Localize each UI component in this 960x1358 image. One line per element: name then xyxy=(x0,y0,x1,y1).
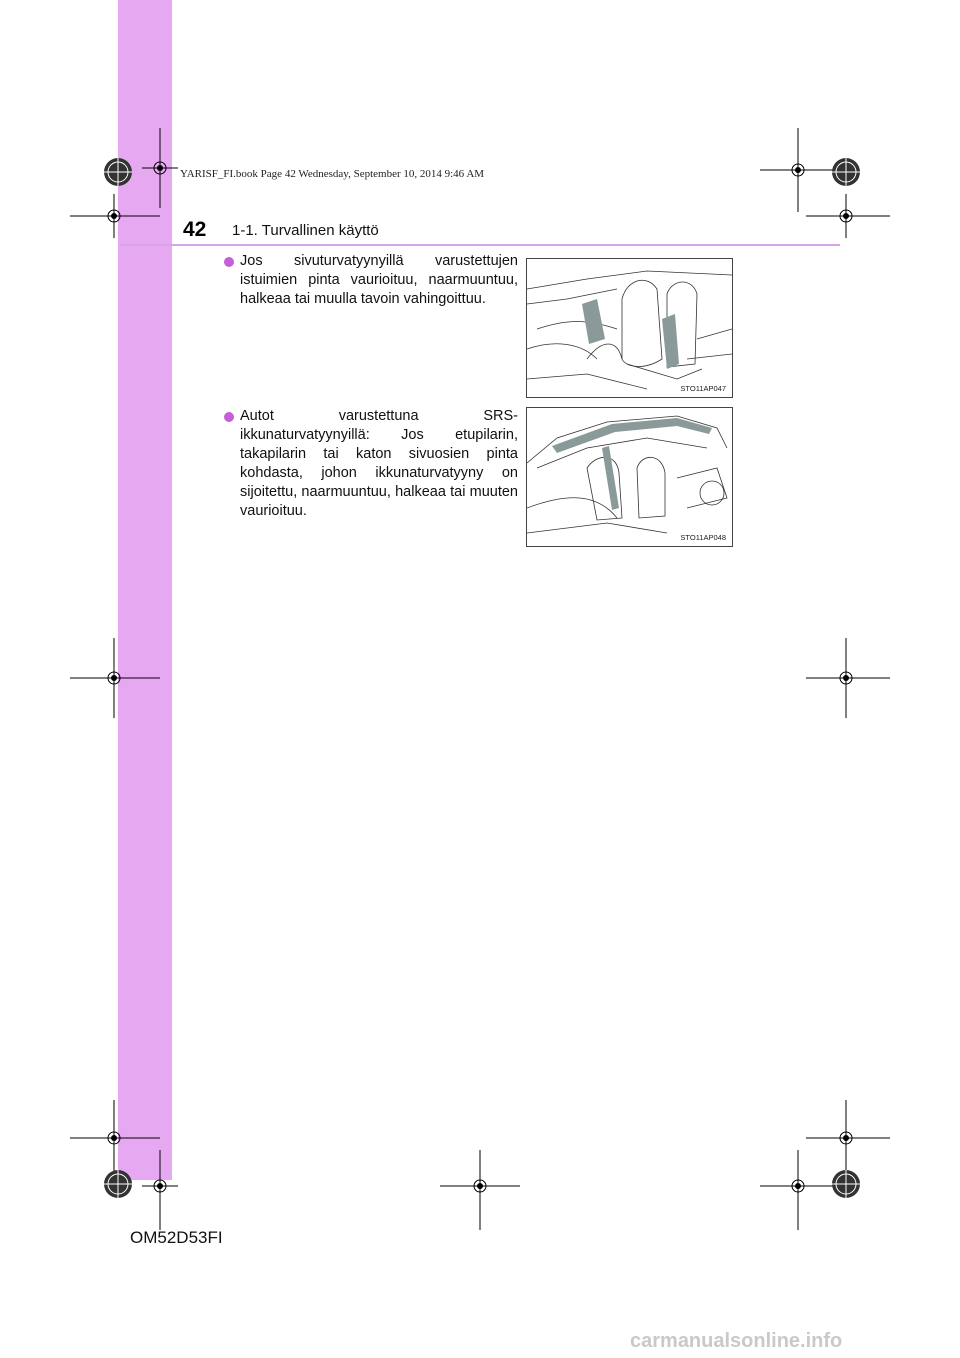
car-seat-drawing-icon xyxy=(527,259,732,397)
list-item xyxy=(224,252,518,309)
watermark: carmanualsonline.info xyxy=(630,1330,843,1352)
crosshair-mark-icon xyxy=(760,1150,836,1230)
list-item-text: Jos sivuturvatyynyillä varustettujen istuimien pinta vaurioituu, naarmuuntuu, halkeaa tai muulla tavoin vahingoittuu. xyxy=(240,253,518,307)
crosshair-mark-icon xyxy=(70,638,160,718)
section-title: 1-1. Turvallinen käyttö xyxy=(232,222,379,239)
page-number: 42 xyxy=(183,218,207,241)
document-code: OM52D53FI xyxy=(130,1228,223,1247)
bullet-icon xyxy=(224,257,234,267)
crosshair-mark-icon xyxy=(440,1150,520,1230)
registration-mark-icon xyxy=(98,1164,138,1204)
bullet-icon xyxy=(224,412,234,422)
registration-mark-icon xyxy=(98,152,138,192)
figure-code: STO11AP047 xyxy=(680,384,726,393)
header-divider xyxy=(120,244,840,246)
registration-mark-icon xyxy=(826,1164,866,1204)
crosshair-mark-icon xyxy=(70,194,160,238)
registration-mark-icon xyxy=(826,152,866,192)
crosshair-mark-icon xyxy=(140,1150,180,1230)
car-interior-drawing-icon xyxy=(527,408,732,546)
curtain-airbag-illustration xyxy=(526,407,733,547)
seat-side-airbag-illustration xyxy=(526,258,733,398)
crosshair-mark-icon xyxy=(806,194,890,238)
figure-code: STO11AP048 xyxy=(680,533,726,542)
list-item xyxy=(224,407,518,521)
list-item-text: Autot varustettuna SRS-ikkunaturvatyynyillä: Jos etupilarin, takapilarin tai katon sivuosien pinta kohdasta, johon ikkunaturvatyyny on sijoitettu, naarmuuntuu, halkeaa tai muuten vaurioituu. xyxy=(240,408,518,519)
crosshair-mark-icon xyxy=(806,638,890,718)
book-file-info: YARISF_FI.book Page 42 Wednesday, September 10, 2014 9:46 AM xyxy=(180,168,485,180)
